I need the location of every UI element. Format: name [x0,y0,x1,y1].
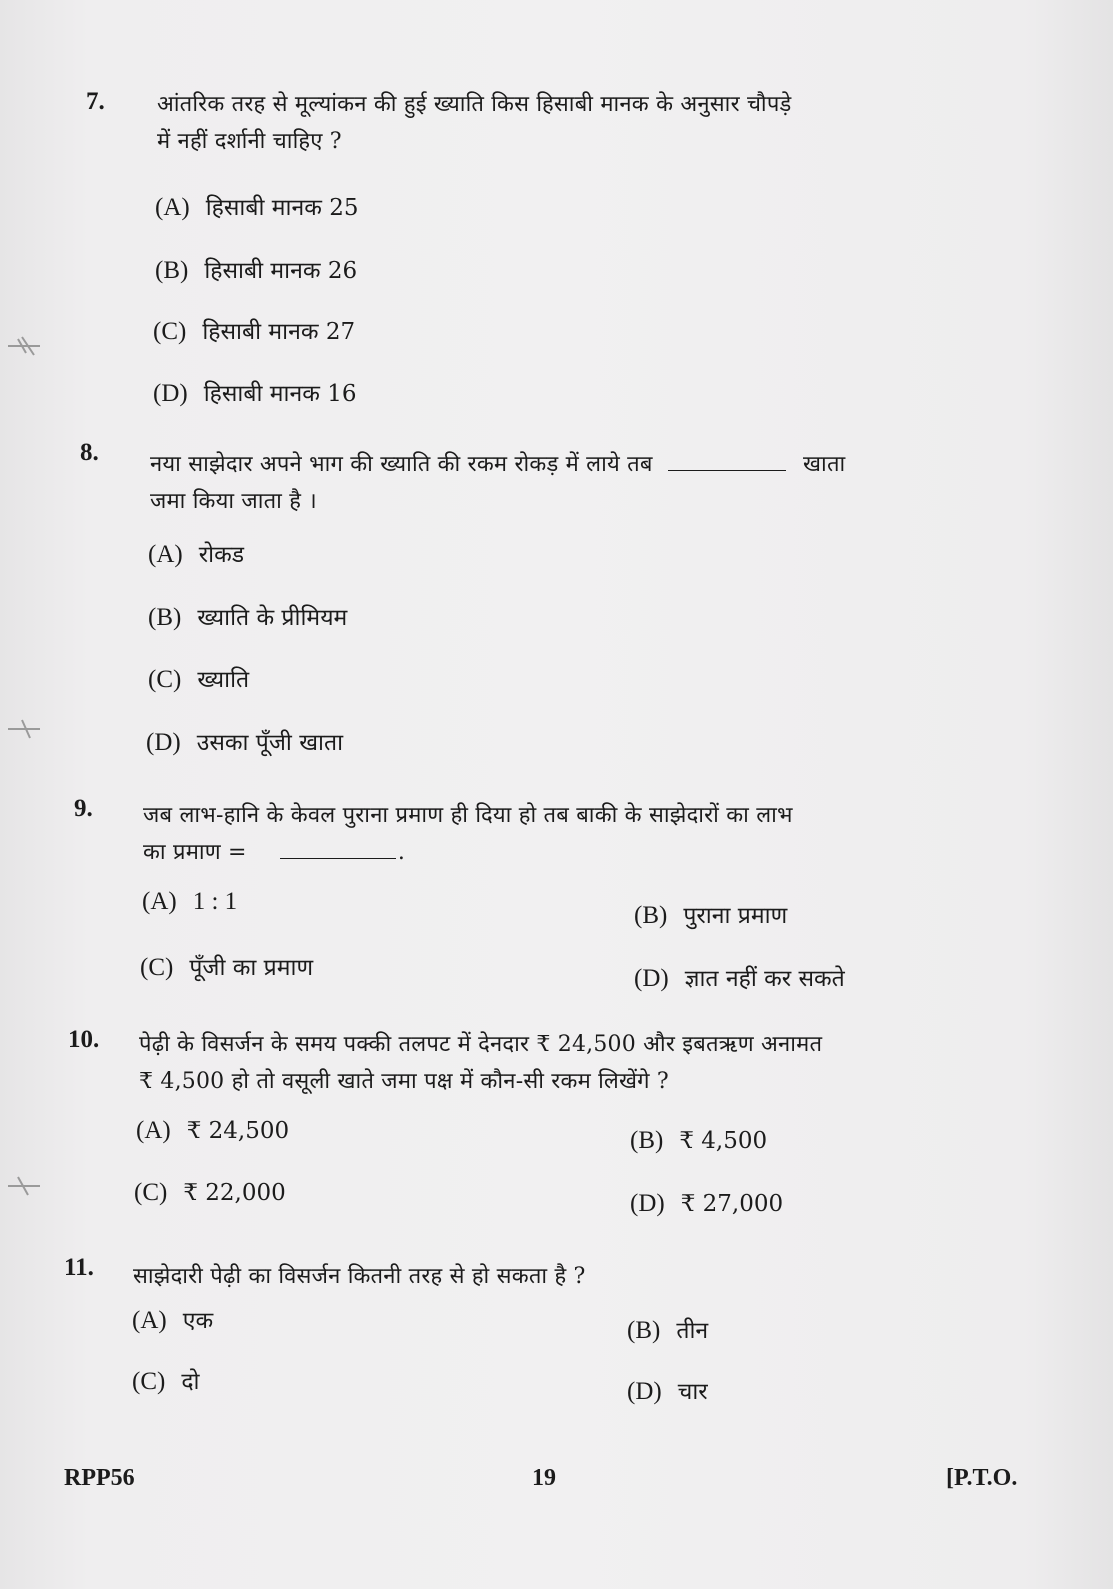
option-text: ज्ञात नहीं कर सकते [684,966,845,992]
question-text-part: . [397,840,406,865]
option-c [148,662,249,694]
option-label: (C) [140,954,174,981]
option-a [142,888,237,916]
question-text-part: खाता [803,452,846,477]
question-number: 8. [80,439,99,466]
option-text: पूँजी का प्रमाण [189,955,314,981]
option-a [148,537,244,569]
question-number: 9. [74,795,93,822]
option-text: एक [182,1308,214,1334]
option-a [136,1117,289,1145]
option-label: (A) [132,1307,167,1334]
option-b [634,898,787,930]
option-text: ₹ 22,000 [183,1180,286,1206]
question-text-line [143,834,993,871]
option-text: पुराना प्रमाण [683,903,788,929]
option-text: ख्याति [197,667,250,693]
question-text-part: नया साझेदार अपने भाग की ख्याति की रकम रोकड़ में लाये तब [150,452,653,477]
option-label: (C) [148,666,182,693]
option-b [627,1313,708,1345]
question-text [150,446,1010,520]
option-text: ₹ 27,000 [680,1191,784,1217]
option-b [148,600,347,632]
question-text [143,797,993,871]
question-text-line: आंतरिक तरह से मूल्यांकन की हुई ख्याति किस हिसाबी मानक के अनुसार चौपड़े [157,92,792,117]
question-text [157,86,1017,160]
answer-blank [668,469,786,471]
option-text: हिसाबी मानक 16 [203,381,357,407]
option-text: 1 : 1 [192,888,238,915]
option-label: (B) [630,1127,664,1154]
staple-mark-icon [4,335,44,357]
page-number: 19 [532,1465,556,1491]
option-label: (C) [153,318,187,345]
option-label: (A) [136,1117,171,1144]
paper-code: RPP56 [64,1465,135,1491]
option-label: (B) [627,1317,661,1344]
option-label: (A) [155,194,190,221]
option-text: रोकड [198,542,245,568]
question-text [133,1258,983,1295]
option-text: ख्याति के प्रीमियम [197,605,348,631]
option-b [155,253,357,285]
question-number: 7. [86,88,105,115]
option-text: उसका पूँजी खाता [196,730,344,756]
option-label: (C) [132,1368,166,1395]
option-text: हिसाबी मानक 26 [204,258,358,284]
question-text-line: ₹ 4,500 हो तो वसूली खाते जमा पक्ष में कौन-सी रकम लिखेंगे ? [139,1069,669,1094]
option-label: (A) [148,541,183,568]
option-text: ₹ 24,500 [186,1118,290,1144]
answer-blank [280,857,396,859]
option-c [140,950,313,982]
option-label: (B) [155,257,189,284]
option-text: चार [677,1379,708,1405]
option-c [153,314,355,346]
option-label: (D) [146,729,181,756]
question-text [139,1026,989,1100]
option-text: हिसाबी मानक 25 [205,195,359,221]
staple-mark-icon [4,1175,44,1197]
option-label: (D) [153,380,188,407]
option-a [132,1303,213,1335]
question-text-line: जमा किया जाता है । [150,489,317,514]
option-label: (D) [630,1190,665,1217]
question-text-line [150,446,1010,483]
option-text: हिसाबी मानक 27 [202,319,356,345]
option-c [134,1179,286,1207]
option-d [627,1374,708,1406]
option-b [630,1127,767,1155]
staple-mark-icon [4,718,44,740]
option-c [132,1364,200,1396]
option-text: ₹ 4,500 [679,1128,768,1154]
option-label: (B) [148,604,182,631]
option-label: (B) [634,902,668,929]
question-text-line: साझेदारी पेढ़ी का विसर्जन कितनी तरह से हो सकता है ? [133,1264,586,1289]
option-label: (C) [134,1179,168,1206]
option-label: (D) [634,965,669,992]
option-d [146,725,343,757]
option-label: (A) [142,888,177,915]
option-label: (D) [627,1378,662,1405]
question-number: 10. [68,1026,100,1053]
option-text: तीन [676,1318,709,1344]
pto-marker: [P.T.O. [946,1465,1018,1491]
question-number: 11. [64,1254,94,1281]
option-d [153,376,357,408]
question-text-line: जब लाभ-हानि के केवल पुराना प्रमाण ही दिया हो तब बाकी के साझेदारों का लाभ [143,803,793,828]
option-d [634,961,845,993]
option-d [630,1190,783,1218]
question-text-part: का प्रमाण = [143,840,247,865]
option-text: दो [181,1369,200,1395]
question-text-line: में नहीं दर्शानी चाहिए ? [157,129,342,154]
question-text-line: पेढ़ी के विसर्जन के समय पक्की तलपट में देनदार ₹ 24,500 और इबतऋण अनामत [139,1032,823,1057]
option-a [155,190,359,222]
